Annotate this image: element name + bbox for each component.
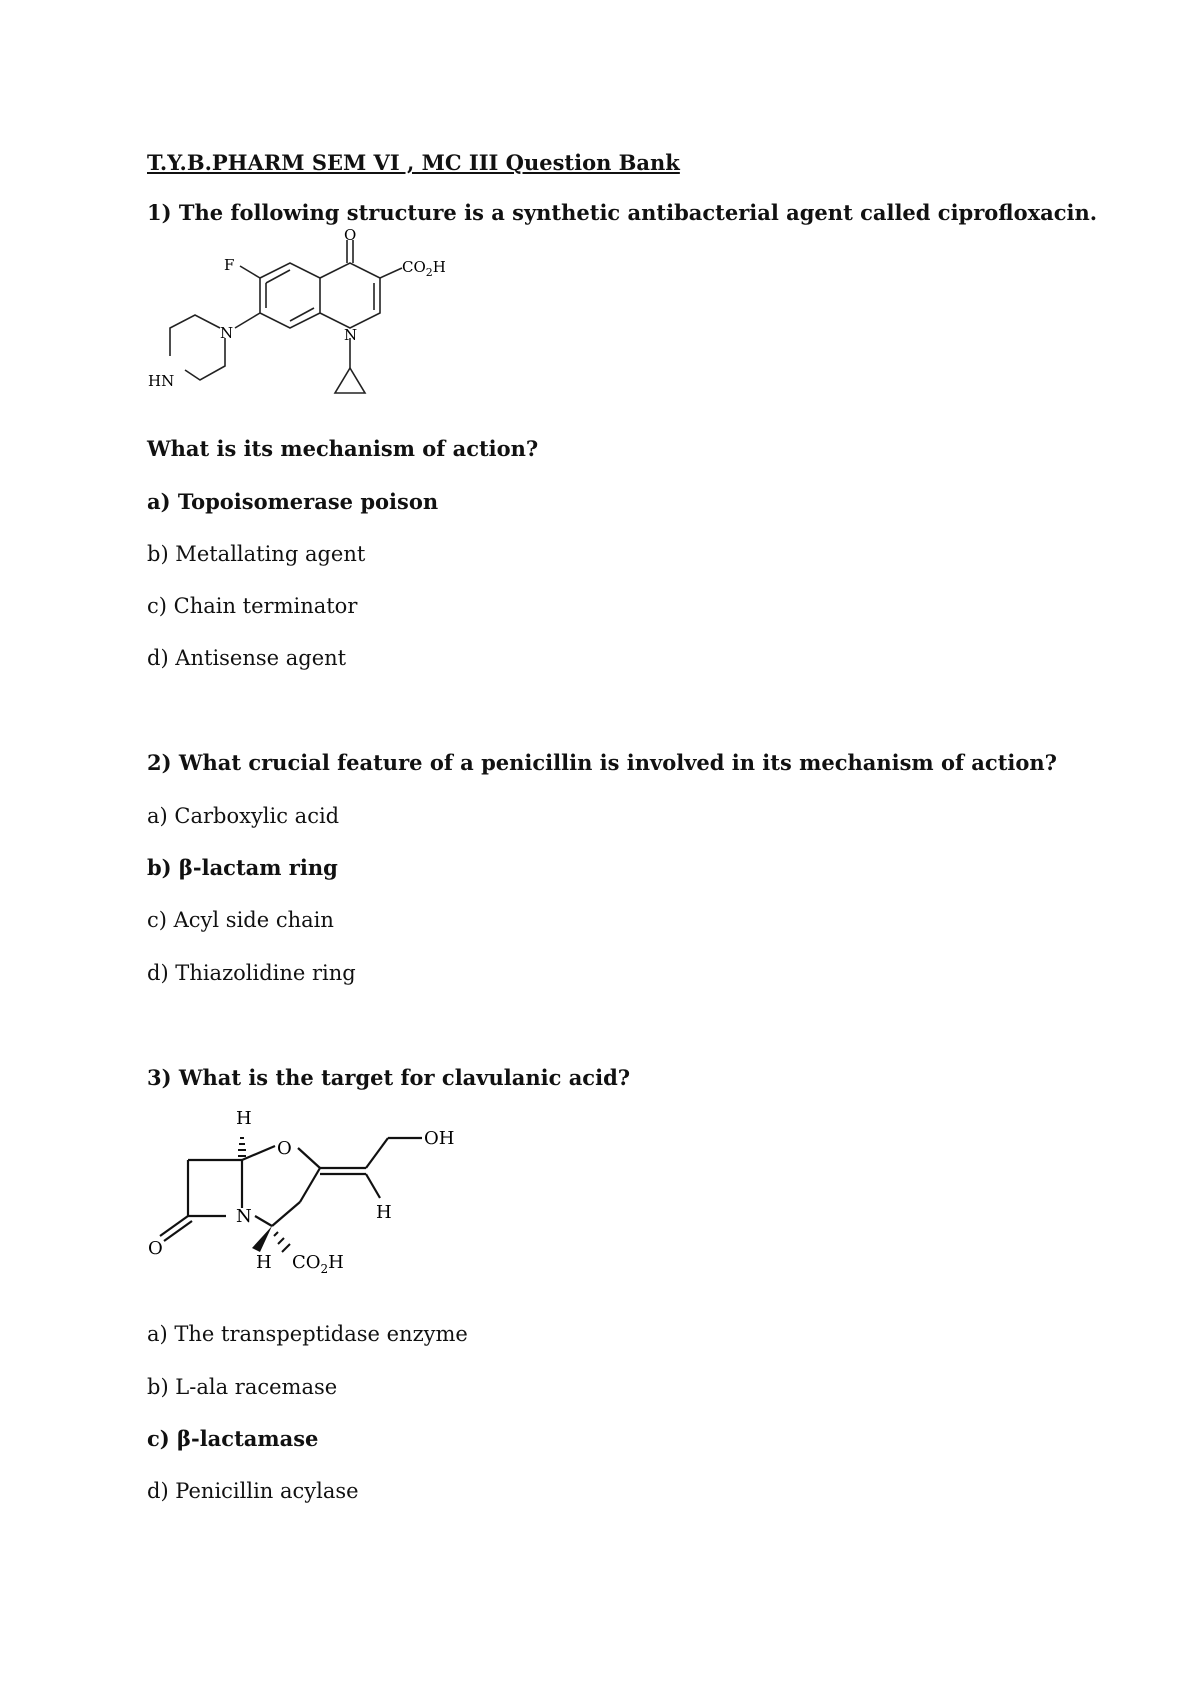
question-2-stem: 2) What crucial feature of a penicillin is involved in its mechanism of action? — [147, 750, 1057, 775]
chem-label-n-ring: N — [344, 326, 358, 344]
question-3-stem: 3) What is the target for clavulanic acid? — [147, 1065, 631, 1090]
chem-label-oh: OH — [424, 1128, 455, 1149]
chem-label-h-bottom: H — [256, 1252, 272, 1273]
question-2-option-c: c) Acyl side chain — [147, 908, 334, 932]
chem-label-n-piperazine: N — [220, 324, 234, 342]
question-3-option-b: b) L-ala racemase — [147, 1375, 338, 1399]
chem-label-co2h: $CO_2H$ — [402, 258, 446, 279]
question-1-option-b: b) Metallating agent — [147, 542, 366, 566]
question-1-option-c: c) Chain terminator — [147, 594, 358, 618]
document-title: T.Y.B.PHARM SEM VI , MC III Question Bank — [147, 150, 680, 175]
question-1-option-a: a) Topoisomerase poison — [147, 489, 439, 514]
question-2-option-d: d) Thiazolidine ring — [147, 961, 356, 985]
clavulanic-acid-structure — [140, 1098, 480, 1288]
ciprofloxacin-structure — [140, 228, 480, 428]
chem-label-co2h: $CO_2H$ — [292, 1252, 344, 1276]
question-2-option-b: b) β-lactam ring — [147, 855, 338, 880]
chem-label-o: O — [344, 228, 357, 244]
question-3-option-d: d) Penicillin acylase — [147, 1479, 359, 1503]
chem-label-hn: HN — [148, 372, 175, 390]
question-1-stem: 1) The following structure is a synthetic antibacterial agent called ciprofloxacin. — [147, 200, 1098, 225]
question-1-substem: What is its mechanism of action? — [147, 436, 539, 461]
question-3-option-a: a) The transpeptidase enzyme — [147, 1322, 468, 1346]
chem-label-h-top: H — [236, 1108, 252, 1129]
question-1-option-d: d) Antisense agent — [147, 646, 347, 670]
chem-label-f: F — [224, 256, 235, 274]
chem-label-o-carbonyl: O — [148, 1238, 163, 1259]
chem-label-n: N — [236, 1206, 252, 1227]
chem-label-h-vinyl: H — [376, 1202, 392, 1223]
chem-label-o-ring: O — [277, 1138, 292, 1159]
question-3-option-c: c) β-lactamase — [147, 1426, 319, 1451]
question-2-option-a: a) Carboxylic acid — [147, 804, 340, 828]
